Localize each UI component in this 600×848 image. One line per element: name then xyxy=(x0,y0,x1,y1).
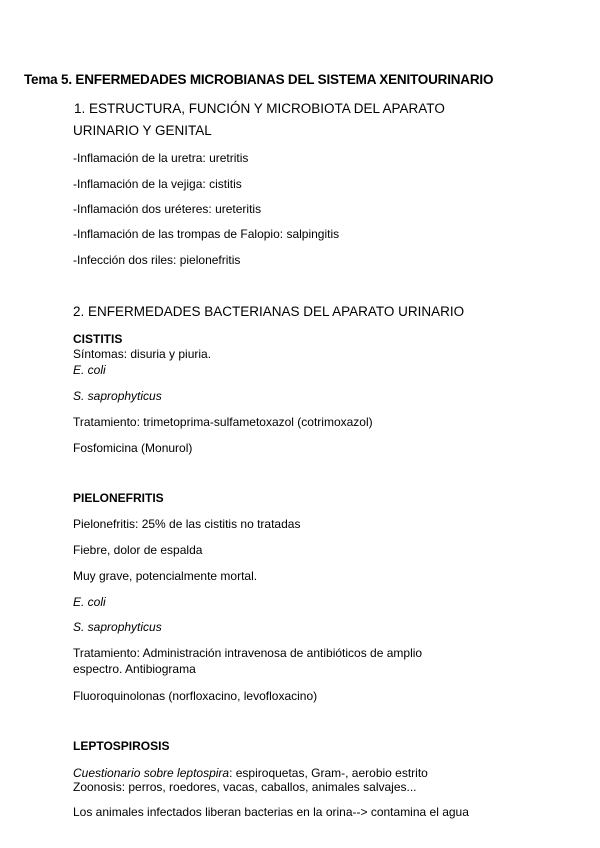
pielonefritis-title: PIELONEFRITIS xyxy=(73,491,164,505)
pielonefritis-line2: Fiebre, dolor de espalda xyxy=(73,543,203,557)
section1-item-ureteritis: -Inflamación dos uréteres: ureteritis xyxy=(73,202,262,216)
pielonefritis-line1: Pielonefritis: 25% de las cistitis no tratadas xyxy=(73,517,301,531)
section1-item-salpingitis: -Inflamación de las trompas de Falopio: salpingitis xyxy=(73,227,340,241)
cistitis-organism-saprophyticus: S. saprophyticus xyxy=(73,389,162,403)
cistitis-drug: Fosfomicina (Monurol) xyxy=(73,441,193,455)
section1-heading-line2: URINARIO Y GENITAL xyxy=(73,123,212,138)
leptospirosis-line2: Zoonosis: perros, roedores, vacas, caballos, animales salvajes... xyxy=(73,780,417,794)
cistitis-organism-ecoli: E. coli xyxy=(73,363,106,377)
leptospirosis-line1 xyxy=(73,766,428,780)
cistitis-symptoms: Síntomas: disuria y piuria. xyxy=(73,347,212,361)
leptospirosis-line1-rest: : espiroquetas, Gram-, aerobio estrito xyxy=(229,766,428,780)
pielonefritis-treatment-line1: Tratamiento: Administración intravenosa de antibióticos de amplio xyxy=(73,646,423,660)
pielonefritis-treatment-line2: espectro. Antibiograma xyxy=(73,662,196,676)
cistitis-title: CISTITIS xyxy=(73,332,123,346)
pielonefritis-organism-saprophyticus: S. saprophyticus xyxy=(73,620,162,634)
section2-heading: 2. ENFERMEDADES BACTERIANAS DEL APARATO URINARIO xyxy=(73,304,465,319)
page-title: Tema 5. ENFERMEDADES MICROBIANAS DEL SISTEMA XENITOURINARIO xyxy=(24,72,494,87)
pielonefritis-line3: Muy grave, potencialmente mortal. xyxy=(73,569,258,583)
pielonefritis-organism-ecoli: E. coli xyxy=(73,595,106,609)
leptospirosis-title: LEPTOSPIROSIS xyxy=(73,739,170,753)
section1-item-pielonefritis: -Infección dos riles: pielonefritis xyxy=(73,253,241,267)
pielonefritis-drug: Fluoroquinolonas (norfloxacino, levofloxacino) xyxy=(73,689,318,703)
cistitis-treatment: Tratamiento: trimetoprima-sulfametoxazol (cotrimoxazol) xyxy=(73,415,373,429)
section1-item-cistitis: -Inflamación de la vejiga: cistitis xyxy=(73,177,242,191)
leptospirosis-line1-italic: Cuestionario sobre leptospira xyxy=(73,766,230,780)
leptospirosis-line3: Los animales infectados liberan bacterias en la orina--> contamina el agua xyxy=(73,805,469,819)
section1-heading-line1: 1. ESTRUCTURA, FUNCIÓN Y MICROBIOTA DEL APARATO xyxy=(74,101,445,116)
section1-item-uretritis: -Inflamación de la uretra: uretritis xyxy=(73,151,249,165)
